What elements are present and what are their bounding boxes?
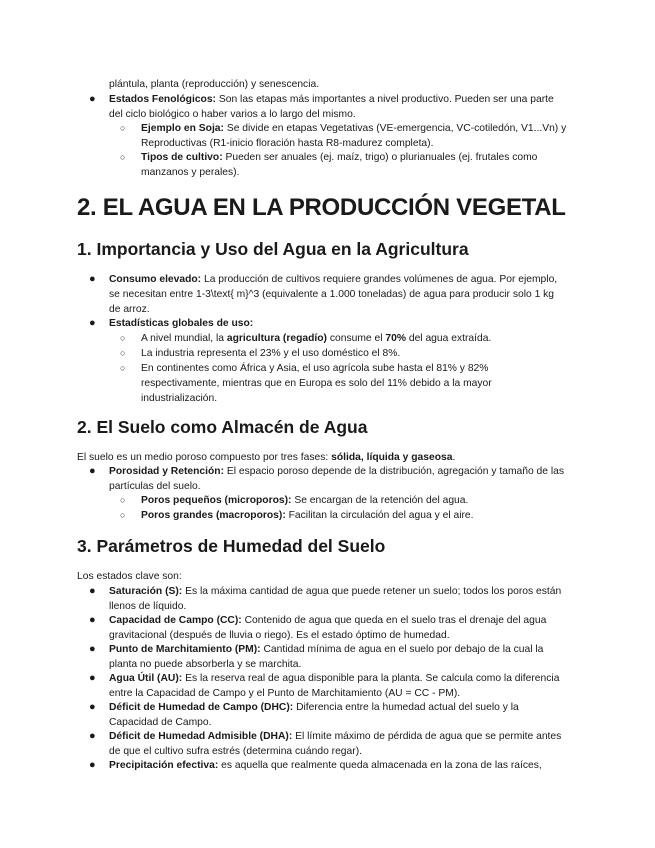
param-item bbox=[109, 584, 561, 599]
bullet-icon: ● bbox=[89, 317, 96, 329]
param-text: El límite máximo de pérdida de agua que se permite antes bbox=[292, 731, 562, 742]
stat-text: del agua extraída. bbox=[405, 333, 492, 344]
param-text-cont: de que el cultivo sufra estrés (determina cuándo regar). bbox=[109, 746, 362, 757]
porosidad-item bbox=[109, 464, 564, 479]
section3-intro: Los estados clave son: bbox=[77, 571, 182, 582]
tipos-text-cont: manzanos y perales). bbox=[141, 167, 240, 178]
param-text-cont: gravitacional (después de lluvia o riego). Es el estado óptimo de humedad. bbox=[109, 630, 450, 641]
intro-text: . bbox=[452, 452, 456, 463]
param-label: Déficit de Humedad Admisible (DHA): bbox=[109, 731, 293, 742]
porosidad-text-cont: partículas del suelo. bbox=[109, 481, 201, 492]
porosidad-text: El espacio poroso depende de la distribución, agregación y tamaño de las bbox=[224, 466, 565, 477]
bullet-icon: ● bbox=[89, 730, 96, 742]
stat-continentes-cont: industrialización. bbox=[141, 393, 218, 404]
bullet-icon: ● bbox=[89, 759, 96, 771]
param-item bbox=[109, 642, 543, 657]
stat-text: consume el bbox=[326, 333, 386, 344]
circle-bullet-icon: ○ bbox=[120, 333, 126, 343]
intro-bold: sólida, líquida y gaseosa bbox=[331, 452, 453, 463]
param-label: Saturación (S): bbox=[109, 586, 183, 597]
section2-intro bbox=[77, 450, 455, 465]
bullet-icon: ● bbox=[89, 701, 96, 713]
param-label: Punto de Marchitamiento (PM): bbox=[109, 644, 261, 655]
circle-bullet-icon: ○ bbox=[120, 348, 126, 358]
circle-bullet-icon: ○ bbox=[120, 123, 126, 133]
bullet-icon: ● bbox=[89, 614, 96, 626]
param-text-cont: llenos de líquido. bbox=[109, 601, 187, 612]
param-item bbox=[109, 700, 519, 715]
porosidad-label: Porosidad y Retención: bbox=[109, 466, 225, 477]
estadisticas-item bbox=[109, 316, 253, 331]
param-text: Contenido de agua que queda en el suelo tras el drenaje del agua bbox=[241, 615, 547, 626]
macro-text: Facilitan la circulación del agua y el aire. bbox=[285, 510, 474, 521]
stat-bold: agricultura (regadío) bbox=[226, 333, 327, 344]
param-text: Es la reserva real de agua disponible para la planta. Se calcula como la diferencia bbox=[182, 673, 560, 684]
stat-text: A nivel mundial, la bbox=[141, 333, 227, 344]
estadisticas-label: Estadísticas globales de uso: bbox=[109, 318, 254, 329]
consumo-text: La producción de cultivos requiere grandes volúmenes de agua. Por ejemplo, bbox=[201, 274, 558, 285]
param-item bbox=[109, 671, 559, 686]
intro-text: El suelo es un medio poroso compuesto por tres fases: bbox=[77, 452, 332, 463]
param-text: Es la máxima cantidad de agua que puede retener un suelo; todos los poros están bbox=[182, 586, 562, 597]
estados-text: Son las etapas más importantes a nivel productivo. Pueden ser una parte bbox=[216, 94, 554, 105]
tipos-text: Pueden ser anuales (ej. maíz, trigo) o plurianuales (ej. frutales como bbox=[222, 152, 538, 163]
stat-continentes-cont: respectivamente, mientras que en Europa es solo del 11% debido a la mayor bbox=[141, 378, 492, 389]
circle-bullet-icon: ○ bbox=[120, 152, 126, 162]
stat-bold: 70% bbox=[385, 333, 406, 344]
section3-title: 3. Parámetros de Humedad del Suelo bbox=[77, 536, 386, 556]
tipos-label: Tipos de cultivo: bbox=[141, 152, 223, 163]
param-item bbox=[109, 758, 542, 773]
circle-bullet-icon: ○ bbox=[120, 510, 126, 520]
param-label: Precipitación efectiva: bbox=[109, 760, 219, 771]
param-text: Diferencia entre la humedad actual del suelo y la bbox=[293, 702, 519, 713]
bullet-icon: ● bbox=[89, 585, 96, 597]
micro-label: Poros pequeños (microporos): bbox=[141, 495, 292, 506]
estados-item bbox=[109, 92, 554, 107]
bullet-icon: ● bbox=[89, 643, 96, 655]
consumo-text-cont: se necesitan entre 1-3\text{ m}^3 (equivalente a 1.000 toneladas) de agua para producir solo 1 kg bbox=[109, 289, 555, 300]
bullet-icon: ● bbox=[89, 465, 96, 477]
soja-item bbox=[141, 121, 566, 136]
consumo-text-cont: de arroz. bbox=[109, 304, 150, 315]
stat-continentes: En continentes como África y Asia, el uso agrícola sube hasta el 81% y 82% bbox=[141, 363, 489, 374]
param-text-cont: entre la Capacidad de Campo y el Punto de Marchitamiento (AU = CC - PM). bbox=[109, 688, 461, 699]
consumo-label: Consumo elevado: bbox=[109, 274, 202, 285]
param-label: Agua Útil (AU): bbox=[109, 673, 183, 684]
intro-line: plántula, planta (reproducción) y senescencia. bbox=[109, 79, 320, 90]
estados-label: Estados Fenológicos: bbox=[109, 94, 216, 105]
param-item bbox=[109, 613, 546, 628]
bullet-icon: ● bbox=[89, 273, 96, 285]
param-label: Capacidad de Campo (CC): bbox=[109, 615, 242, 626]
estados-text-cont: del ciclo biológico o haber varios a lo largo del mismo. bbox=[109, 109, 356, 120]
consumo-item bbox=[109, 272, 557, 287]
param-text: Cantidad mínima de agua en el suelo por debajo de la cual la bbox=[260, 644, 544, 655]
macroporos-item bbox=[141, 508, 474, 523]
soja-label: Ejemplo en Soja: bbox=[141, 123, 224, 134]
param-text: es aquella que realmente queda almacenada en la zona de las raíces, bbox=[218, 760, 542, 771]
section2-title: 2. El Suelo como Almacén de Agua bbox=[77, 417, 368, 437]
micro-text: Se encargan de la retención del agua. bbox=[291, 495, 469, 506]
param-label: Déficit de Humedad de Campo (DHC): bbox=[109, 702, 294, 713]
bullet-icon: ● bbox=[89, 672, 96, 684]
stat-industria: La industria representa el 23% y el uso doméstico el 8%. bbox=[141, 348, 401, 359]
main-title: 2. EL AGUA EN LA PRODUCCIÓN VEGETAL bbox=[77, 194, 566, 221]
circle-bullet-icon: ○ bbox=[120, 363, 126, 373]
param-item bbox=[109, 729, 561, 744]
macro-label: Poros grandes (macroporos): bbox=[141, 510, 286, 521]
tipos-item bbox=[141, 150, 537, 165]
bullet-icon: ● bbox=[89, 93, 96, 105]
stat-mundial bbox=[141, 331, 491, 346]
circle-bullet-icon: ○ bbox=[120, 495, 126, 505]
soja-text-cont: Reproductivas (R1-inicio floración hasta R8-madurez completa). bbox=[141, 138, 434, 149]
soja-text: Se divide en etapas Vegetativas (VE-emergencia, VC-cotiledón, V1...Vn) y bbox=[223, 123, 567, 134]
param-text-cont: Capacidad de Campo. bbox=[109, 717, 212, 728]
microporos-item bbox=[141, 493, 468, 508]
section1-title: 1. Importancia y Uso del Agua en la Agricultura bbox=[77, 239, 469, 259]
param-text-cont: planta no puede absorberla y se marchita. bbox=[109, 659, 302, 670]
